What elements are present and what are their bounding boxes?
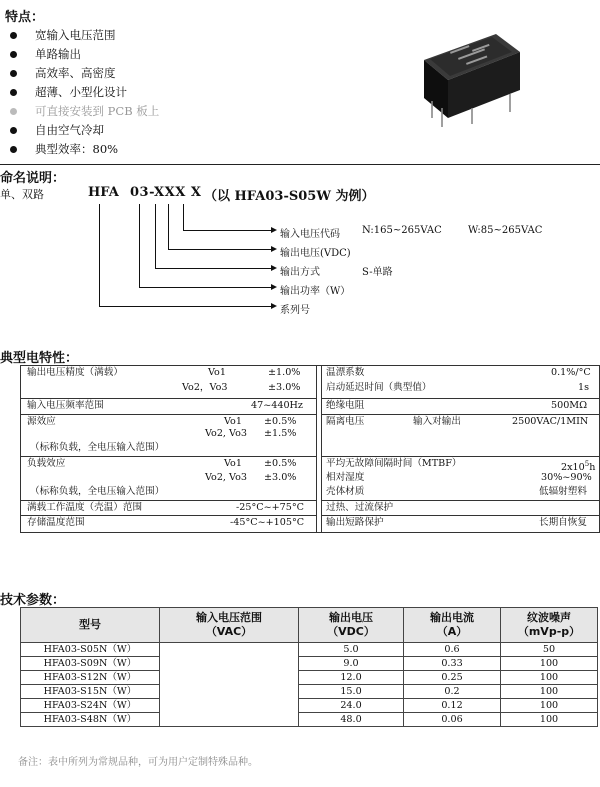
- insul-label: 绝缘电阻: [326, 400, 365, 411]
- source-vo1-val: ±0.5%: [264, 416, 297, 427]
- naming-code-body: 03-XXX X: [130, 185, 202, 200]
- feature-item: [8, 83, 159, 102]
- features-list: [8, 26, 159, 159]
- ripple-cell: 50: [501, 643, 598, 657]
- short-label: 输出短路保护: [326, 517, 384, 528]
- feature-item: [8, 102, 159, 121]
- output-current-cell: 0.12: [404, 699, 501, 713]
- output-current-cell: 0.33: [404, 657, 501, 671]
- accuracy-label: 输出电压精度（满载）: [27, 367, 123, 378]
- delay-label: 启动延迟时间（典型值）: [326, 382, 432, 393]
- storetemp-label: 存储温度范围: [27, 517, 85, 528]
- model-cell: HFA03-S12N（W）: [21, 671, 160, 685]
- characteristics-title: 典型电特性：: [0, 351, 79, 366]
- feature-item: [8, 64, 159, 83]
- load-vo1-val: ±0.5%: [264, 458, 297, 469]
- ripple-cell: 100: [501, 699, 598, 713]
- drift-label: 温漂系数: [326, 367, 365, 378]
- bullet-icon: [10, 51, 17, 58]
- accuracy-vo1: Vo1: [208, 367, 226, 378]
- humid-label: 相对湿度: [326, 472, 365, 483]
- legend-label: 输出功率（W）: [280, 286, 351, 297]
- mtbf-val: $2x10^5h$: [561, 460, 596, 474]
- feature-text: 典型效率：80%: [35, 142, 119, 156]
- case-label: 壳体材质: [326, 486, 365, 497]
- ripple-cell: 100: [501, 657, 598, 671]
- legend-label: 输出方式: [280, 267, 320, 278]
- legend-value: S-单路: [362, 267, 393, 278]
- table-row: [21, 643, 598, 657]
- iso-sub: 输入对输出: [413, 416, 461, 427]
- output-current-cell: 0.25: [404, 671, 501, 685]
- mtbf-label: 平均无故障间隔时间（MTBF）: [326, 458, 462, 469]
- features-title: 特点：: [5, 10, 45, 25]
- feature-item: [8, 26, 159, 45]
- load-vo1: Vo1: [224, 458, 242, 469]
- load-vo23: Vo2, Vo3: [205, 472, 247, 483]
- naming-left-label: 单、双路: [0, 188, 44, 201]
- section-divider: [0, 164, 600, 165]
- ripple-cell: 100: [501, 713, 598, 727]
- table-row: [21, 713, 598, 727]
- short-val: 长期自恢复: [539, 517, 587, 528]
- accuracy-vo23: Vo2，Vo3: [182, 382, 228, 393]
- prot-label: 过热、过流保护: [326, 502, 394, 513]
- model-cell: HFA03-S15N（W）: [21, 685, 160, 699]
- output-voltage-cell: 5.0: [299, 643, 404, 657]
- feature-item: [8, 140, 159, 159]
- legend-label: 系列号: [280, 305, 310, 316]
- product-photo-dc-dc-converter-module-icon: [412, 26, 522, 130]
- output-voltage-cell: 15.0: [299, 685, 404, 699]
- humid-val: 30%~90%: [541, 472, 592, 483]
- output-current-cell: 0.2: [404, 685, 501, 699]
- source-vo23-val: ±1.5%: [264, 428, 297, 439]
- feature-text: 宽输入电压范围: [35, 28, 116, 42]
- delay-val: 1s: [578, 382, 590, 393]
- header-input-range: 输入电压范围 （VAC）: [160, 608, 299, 643]
- load-note: （标称负载，全电压输入范围）: [30, 486, 165, 497]
- bullet-icon: [10, 146, 17, 153]
- output-current-cell: 0.6: [404, 643, 501, 657]
- drift-val: 0.1%/°C: [551, 367, 591, 378]
- bullet-icon: [10, 127, 17, 134]
- header-model: 型号: [21, 608, 160, 643]
- output-current-cell: 0.06: [404, 713, 501, 727]
- feature-text: 自由空气冷却: [35, 123, 104, 137]
- feature-text: 可直接安装到 PCB 板上: [35, 104, 160, 118]
- ripple-cell: 100: [501, 685, 598, 699]
- bullet-icon: [10, 89, 17, 96]
- feature-text: 超薄、小型化设计: [35, 85, 127, 99]
- naming-code-prefix: HFA: [88, 185, 119, 200]
- header-ripple: 纹波噪声 （mVp-p）: [501, 608, 598, 643]
- feature-item: [8, 121, 159, 140]
- output-voltage-cell: 24.0: [299, 699, 404, 713]
- output-voltage-cell: 9.0: [299, 657, 404, 671]
- accuracy-vo23-val: ±3.0%: [268, 382, 301, 393]
- source-vo1: Vo1: [224, 416, 242, 427]
- legend-label: 输入电压代码: [280, 229, 340, 240]
- ripple-cell: 100: [501, 671, 598, 685]
- optemp-val: -25°C~+75°C: [236, 502, 305, 513]
- table-row: [21, 657, 598, 671]
- output-voltage-cell: 12.0: [299, 671, 404, 685]
- output-voltage-cell: 48.0: [299, 713, 404, 727]
- tech-table: [20, 607, 598, 727]
- table-row: [21, 699, 598, 713]
- iso-val: 2500VAC/1MIN: [512, 416, 589, 427]
- tech-title: 技术参数：: [0, 593, 66, 608]
- optemp-label: 满载工作温度（壳温）范围: [27, 502, 143, 513]
- model-cell: HFA03-S09N（W）: [21, 657, 160, 671]
- legend-value: N:165~265VAC: [362, 225, 442, 236]
- legend-extra: W:85~265VAC: [468, 225, 543, 236]
- tech-header-row: [21, 608, 598, 643]
- load-label: 负载效应: [27, 458, 66, 469]
- model-cell: HFA03-S24N（W）: [21, 699, 160, 713]
- feature-text: 单路输出: [35, 47, 81, 61]
- storetemp-val: -45°C~+105°C: [230, 517, 305, 528]
- bullet-icon: [10, 32, 17, 39]
- bullet-icon: [10, 108, 17, 115]
- iso-label: 隔离电压: [326, 416, 365, 427]
- freq-label: 输入电压频率范围: [27, 400, 104, 411]
- source-note: （标称负载，全电压输入范围）: [30, 442, 165, 453]
- model-cell: HFA03-S48N（W）: [21, 713, 160, 727]
- input-range-cell: [160, 643, 299, 727]
- feature-item: [8, 45, 159, 64]
- source-vo23: Vo2, Vo3: [205, 428, 247, 439]
- bullet-icon: [10, 70, 17, 77]
- naming-title: 命名说明：: [0, 171, 66, 186]
- header-output-voltage: 输出电压 （VDC）: [299, 608, 404, 643]
- table-row: [21, 685, 598, 699]
- legend-label: 输出电压(VDC): [280, 248, 351, 259]
- freq-val: 47~440Hz: [251, 400, 303, 411]
- feature-text: 高效率、高密度: [35, 66, 116, 80]
- load-vo23-val: ±3.0%: [264, 472, 297, 483]
- header-output-current: 输出电流 （A）: [404, 608, 501, 643]
- source-label: 源效应: [27, 416, 56, 427]
- naming-example: （以 HFA03-S05W 为例）: [204, 189, 375, 204]
- insul-val: 500MΩ: [551, 400, 588, 411]
- accuracy-vo1-val: ±1.0%: [268, 367, 301, 378]
- case-val: 低辐射塑料: [539, 486, 587, 497]
- model-cell: HFA03-S05N（W）: [21, 643, 160, 657]
- tech-note: 备注：表中所列为常规品种，可为用户定制特殊品种。: [18, 757, 258, 768]
- table-row: [21, 671, 598, 685]
